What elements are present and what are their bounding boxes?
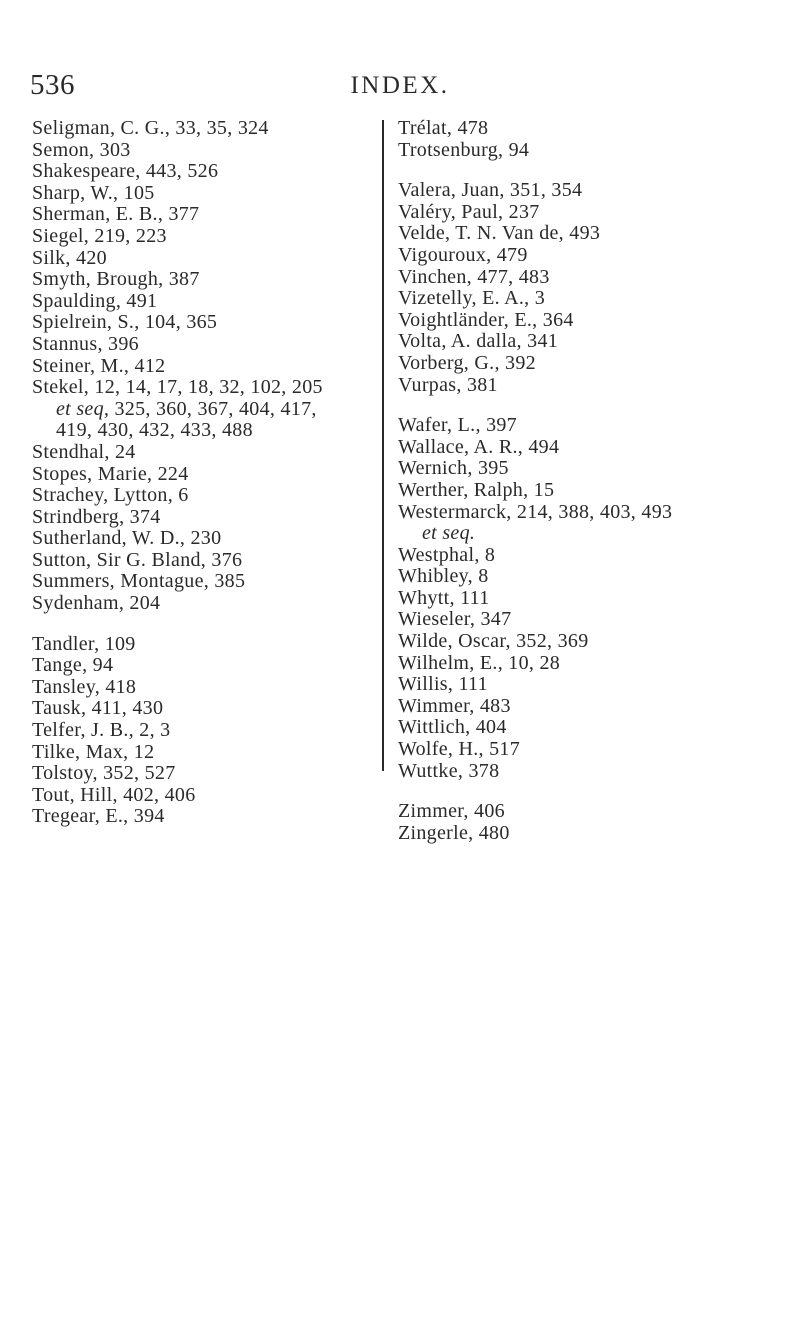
index-entry-westermarck: [398, 502, 783, 545]
index-entry: Seligman, C. G., 33, 35, 324: [32, 117, 269, 139]
et-seq-italic: et seq.: [422, 522, 476, 545]
index-entry-continuation: 419, 430, 432, 433, 488: [56, 419, 253, 442]
index-entry-line: 325, 360, 367, 404, 417,: [109, 397, 317, 420]
index-entry: Strachey, Lytton, 6: [32, 484, 189, 507]
index-entry: Trotsenburg, 94: [398, 138, 530, 161]
index-entry: Whytt, 111: [398, 586, 490, 609]
index-entry: Tandler, 109: [32, 632, 136, 655]
index-entry: Wallace, A. R., 494: [398, 435, 560, 458]
index-entry: Wimmer, 483: [398, 694, 511, 717]
index-entry: Wolfe, H., 517: [398, 738, 521, 761]
index-entry: Tolstoy, 352, 527: [32, 762, 176, 785]
index-entry: Whibley, 8: [398, 565, 489, 588]
index-entry-stekel: [32, 377, 377, 442]
index-entry: Vinchen, 477, 483: [398, 265, 550, 288]
index-entry: Sydenham, 204: [32, 592, 161, 615]
index-entry: Summers, Montague, 385: [32, 570, 246, 593]
index-entry: Sutherland, W. D., 230: [32, 527, 222, 550]
index-entry: Shakespeare, 443, 526: [32, 160, 219, 183]
index-entry: Werther, Ralph, 15: [398, 478, 555, 501]
index-entry-line: Stekel, 12, 14, 17, 18, 32, 102, 205: [32, 376, 323, 399]
index-entry: Steiner, M., 412: [32, 354, 166, 377]
index-entry-continuation: [32, 399, 377, 421]
column-divider: [382, 120, 384, 771]
index-entry: Sharp, W., 105: [32, 181, 155, 204]
index-entry: Vorberg, G., 392: [398, 351, 536, 374]
index-entry: Wafer, L., 397: [398, 414, 517, 437]
index-entry: Trélat, 478: [398, 117, 489, 139]
index-entry: Wilhelm, E., 10, 28: [398, 651, 561, 674]
index-entry: Wernich, 395: [398, 457, 509, 480]
index-entry: Spielrein, S., 104, 365: [32, 311, 218, 334]
index-entry: Wuttke, 378: [398, 759, 500, 782]
index-entry: Valera, Juan, 351, 354: [398, 179, 583, 202]
index-entry: Spaulding, 491: [32, 289, 158, 312]
index-column-right: [398, 118, 783, 844]
index-entry: Stendhal, 24: [32, 440, 136, 463]
page-number: 536: [30, 69, 75, 101]
index-entry: Strindberg, 374: [32, 505, 161, 528]
letter-group-gap: [32, 615, 377, 634]
index-entry: Telfer, J. B., 2, 3: [32, 719, 171, 742]
index-entry: Tansley, 418: [32, 675, 137, 698]
index-entry: Tange, 94: [32, 654, 114, 677]
index-entry: Wieseler, 347: [398, 608, 512, 631]
letter-group-gap: [398, 782, 783, 801]
index-entry: Wittlich, 404: [398, 716, 507, 739]
index-entry: Volta, A. dalla, 341: [398, 330, 559, 353]
index-entry: Velde, T. N. Van de, 493: [398, 222, 601, 245]
index-entry: Vigouroux, 479: [398, 243, 528, 266]
index-entry: Voightländer, E., 364: [398, 308, 574, 331]
index-entry: Zimmer, 406: [398, 800, 505, 823]
index-entry: Wilde, Oscar, 352, 369: [398, 630, 589, 653]
index-entry: Tilke, Max, 12: [32, 740, 155, 763]
running-title: INDEX.: [350, 72, 450, 99]
index-column-left: [32, 118, 377, 828]
index-entry: Smyth, Brough, 387: [32, 268, 200, 291]
index-entry: Willis, 111: [398, 673, 488, 696]
index-entry: Westphal, 8: [398, 543, 496, 566]
index-entry-line: Westermarck, 214, 388, 403, 493: [398, 500, 673, 523]
index-entry: Siegel, 219, 223: [32, 224, 167, 247]
index-entry: Stannus, 396: [32, 332, 139, 355]
index-entry: Sutton, Sir G. Bland, 376: [32, 548, 243, 571]
index-entry: Semon, 303: [32, 138, 131, 161]
index-entry: Stopes, Marie, 224: [32, 462, 189, 485]
index-entry: Tregear, E., 394: [32, 805, 165, 828]
index-entry: Tout, Hill, 402, 406: [32, 783, 196, 806]
index-entry: Zingerle, 480: [398, 821, 510, 844]
index-entry: Valéry, Paul, 237: [398, 200, 540, 223]
index-entry: Sherman, E. B., 377: [32, 203, 200, 226]
letter-group-gap: [398, 396, 783, 415]
index-entry: Vurpas, 381: [398, 373, 498, 396]
letter-group-gap: [398, 161, 783, 180]
index-entry: Silk, 420: [32, 246, 107, 269]
et-seq-italic: et seq,: [56, 397, 110, 420]
index-entry: Tausk, 411, 430: [32, 697, 164, 720]
index-entry: Vizetelly, E. A., 3: [398, 287, 546, 310]
